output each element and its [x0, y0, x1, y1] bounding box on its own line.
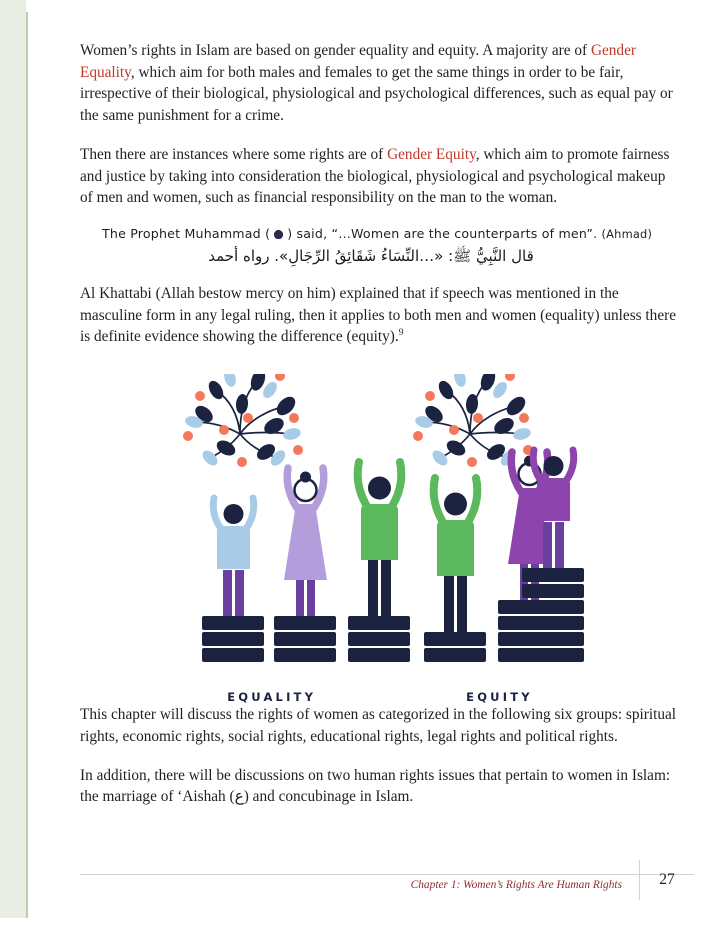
- figure-equity-person-1: [424, 478, 486, 662]
- term-gender-equity: Gender Equity: [387, 145, 476, 163]
- paragraph-gender-equity: [80, 144, 680, 209]
- paragraph-3-text: Al Khattabi (Allah bestow mercy on him) explained that if speech was mentioned in the masculine form in any legal ruling, then it applies to both men and women (equality) unless there is definite evidence showing the difference (equity).: [80, 285, 677, 346]
- boxes-equality-3: [348, 616, 410, 662]
- paragraph-2-text-part-2: , which aim to promote fairness and justice by taking into consideration the biological, physiological and psychological makeup of men and women, such as financial responsibility on the man to the woman.: [80, 145, 670, 207]
- hadith-quote-block: [80, 226, 680, 269]
- caption-equality: EQUALITY: [227, 690, 317, 705]
- honorific-glyph: ع: [234, 788, 244, 806]
- boxes-equality-1: [202, 616, 264, 662]
- paragraph-six-groups: This chapter will discuss the rights of women as categorized in the following six groups: spiritual rights, economic rights, social rights, educational rights, legal rights and political rights.: [80, 706, 677, 745]
- hadith-narrator: (Ahmad): [601, 227, 653, 242]
- caption-equity: EQUITY: [466, 690, 533, 705]
- page-top-margin: [26, 0, 720, 12]
- footer-chapter-title: Chapter 1: Women’s Rights Are Human Rights: [410, 879, 622, 891]
- boxes-equity-1: [424, 632, 486, 662]
- figure-equality-person-1: [202, 498, 264, 662]
- paragraph-gender-equality: [80, 40, 680, 127]
- paragraph-al-khattabi: [80, 283, 680, 348]
- figure-equality-person-3: [348, 462, 410, 662]
- paragraph-2-text-part-1: Then there are instances where some rights are of: [80, 145, 388, 163]
- page-left-border: [0, 0, 26, 932]
- page-footer: [80, 871, 694, 898]
- paragraph-1-text-part-2: , which aim for both males and females to get the same things in order to be fair, irrespective of their biological, physiological and psychological differences, such as equal pay or the same punishment for a crime.: [80, 63, 673, 125]
- hadith-english-before: The Prophet Muhammad (: [102, 226, 271, 242]
- foliage-left: [183, 374, 303, 468]
- figure-captions: [80, 690, 680, 704]
- page-content: [80, 40, 680, 825]
- boxes-equality-2: [274, 616, 336, 662]
- paragraph-human-rights-issues: [80, 765, 680, 808]
- paragraph-5-text-part-1: In addition, there will be discussions on two human rights issues that pertain to women in Islam: the marriage of ‘Aishah (: [80, 766, 671, 806]
- paragraph-1-text-part-1: Women’s rights in Islam are based on gender equality and equity. A majority are of: [80, 42, 591, 59]
- page-bottom-margin: [0, 918, 720, 932]
- footer-divider: [80, 874, 694, 875]
- figure-equality-person-2: [274, 468, 336, 662]
- equality-equity-illustration: [80, 374, 680, 684]
- page-number: 27: [659, 871, 675, 888]
- footnote-marker-9: 9: [398, 328, 404, 339]
- page-left-border-accent: [26, 0, 28, 932]
- footer-page-box: [639, 860, 694, 900]
- hadith-english-after: ) said, “…Women are the counterparts of men”.: [287, 226, 598, 242]
- paragraph-5-text-part-2: ) and concubinage in Islam.: [243, 788, 414, 806]
- hadith-english: [102, 226, 680, 241]
- sallallahu-alayhi-wasallam-icon: [270, 228, 287, 240]
- term-gender-equality: Gender Equality: [80, 42, 636, 81]
- equality-equity-svg: [170, 374, 590, 684]
- hadith-arabic: قال النَّبِيُّ ﷺ: «…النِّسَاءُ شَقَائِقُ الرِّجَالِ». رواه أحمد: [208, 247, 534, 266]
